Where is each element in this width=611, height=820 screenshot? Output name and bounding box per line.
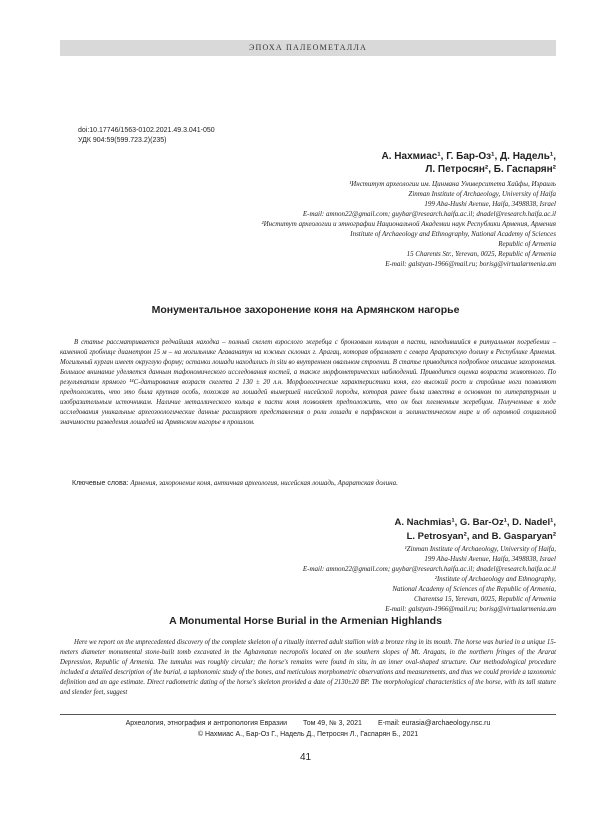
affil-ru-line: E-mail: amnon22@gmail.com; guybar@research.haifa.ac.il; dnadel@research.haifa.ac.il: [302, 210, 556, 218]
authors-ru-line2: Л. Петросян², Б. Гаспарян²: [425, 164, 556, 175]
journal-name: Археология, этнография и антропология Евразии: [125, 720, 288, 727]
authors-ru-line1: А. Нахмиас¹, Г. Бар-Оз¹, Д. Надель¹,: [381, 151, 556, 162]
keywords-text: Армения, захоронение коня, античная археология, нисейская лошадь, Араратская долина.: [130, 479, 398, 487]
affil-ru-line: Institute of Archaeology and Ethnography, National Academy of Sciences: [350, 230, 556, 238]
affil-en-line: ²Institute of Archaeology and Ethnography,: [434, 575, 556, 583]
authors-en: [394, 516, 556, 544]
affiliations-ru: [261, 179, 556, 269]
footer: [60, 718, 556, 740]
affil-en-line: 199 Aba-Hushi Avenue, Haifa, 3498838, Israel: [424, 555, 556, 563]
journal-volume-issue: [303, 718, 362, 729]
affil-en-line: National Academy of Sciences of the Republic of Armenia,: [392, 585, 556, 593]
journal-issue: № 3,: [329, 720, 345, 727]
affil-en-line: Charentsa 15, Yerevan, 0025, Republic of Armenia: [414, 595, 556, 603]
authors-ru: [382, 150, 556, 176]
journal-year: 2021: [346, 720, 362, 727]
affil-ru-line: ²Институт археологии и этнографии Национальной Академии наук Республики Армения, Армения: [261, 220, 556, 228]
affil-ru-line: ¹Институт археологии им. Цинмана Университета Хайфы, Израиль: [349, 180, 556, 188]
abstract-ru: В статье рассматривается редчайшая находка – полный скелет взрослого жеребца с бронзовым кольцом в пасти, находившийся в ритуальном погребении – каменной гробнице диаметром 15 м – на могильнике Агаванатун на южных склонах г. Арагац, которая обрамляет с севера Араратскую долину в Республике Армения. Могильный курган имеет округлую форму; останки лошади находились in situ во внутреннем овальном строении. В статье приводится подробное описание захоронения. Большое внимание уделяется данным тафономического исследования костей, а также морфометрических наблюдений. Приводится оценка возраста животного. По результатам прямого ¹⁴С-датирования возраст скелета 2 130 ± 20 л.н. Морфологические характеристики коня, его высокий рост и стройные ноги позволяют предположить, что это была крупная особь, похожая на лошадей вымершей нисейской породы, которая ранее была известна в основном по литературным и изобразительным источникам. Наличие металлического кольца в пасти коня позволяет предположить, что он был племенным жеребцом. Полученные в ходе исследования уникальные археозоологические данные расширяют представления о роли лошади в парфянском и эллинистическом мире и об огромной социальной значимости разведения лошадей на Армянском нагорье в прошлом.: [60, 339, 556, 426]
journal-volume: Том 49,: [303, 720, 328, 727]
section-header: [60, 40, 556, 56]
doi: doi:10.17746/1563-0102.2021.49.3.041-050: [78, 127, 215, 134]
authors-en-line2: L. Petrosyan², and B. Gasparyan²: [406, 531, 556, 542]
article-title-ru: Монументальное захоронение коня на Армянском нагорье: [151, 304, 460, 316]
page-number: 41: [299, 752, 312, 763]
affil-en-line: ¹Zinman Institute of Archaeology, University of Haifa,: [404, 545, 556, 553]
journal-email: E-mail: eurasia@archaeology.nsc.ru: [377, 720, 491, 727]
journal-info: [60, 718, 556, 729]
affil-ru-line: Zinman Institute of Archaeology, University of Haifa: [408, 190, 556, 198]
affil-ru-line: E-mail: galstyan-1966@mail.ru; borisg@virtualarmenia.am: [385, 260, 556, 268]
affil-ru-line: Republic of Armenia: [498, 240, 556, 248]
affil-ru-line: 199 Aba-Hushi Avenue, Haifa, 3498838, Israel: [424, 200, 556, 208]
footer-divider: [60, 714, 556, 715]
keywords-ru: [72, 479, 398, 487]
section-header-text: ЭПОХА ПАЛЕОМЕТАЛЛА: [249, 43, 367, 52]
keywords-label: Ключевые слова:: [72, 480, 129, 487]
affiliations-en: [303, 544, 556, 614]
affil-en-line: E-mail: amnon22@gmail.com; guybar@research.haifa.ac.il; dnadel@research.haifa.ac.il: [302, 565, 556, 573]
affil-en-line: E-mail: galstyan-1966@mail.ru; borisg@virtualarmenia.am: [385, 605, 556, 613]
affil-ru-line: 15 Charents Str., Yerevan, 0025, Republic of Armenia: [406, 250, 556, 258]
copyright: © Нахмиас А., Бар-Оз Г., Надель Д., Петросян Л., Гаспарян Б., 2021: [197, 731, 419, 738]
abstract-en: Here we report on the unprecedented discovery of the complete skeleton of a ritually interred adult stallion with a bronze ring in its mouth. The horse was buried in a unique 15-meters diameter monumental stone-built tomb excavated in the Aghavnatun necropolis located on the southern slopes of Mt. Aragats, in the northern fringes of the Ararat Depression, Republic of Armenia. The tumulus was roughly circular; the horse's remains were found in situ, in an inner oval-shaped structure. Our methodological procedure included a detailed description of the burial, a taphonomic study of the bones, and meticulous morphometric observations and measurements, and thus we could provide a taxonomic definition and an age estimate. Direct radiometric dating of the horse's skeleton provided a date of 2130±20 BP. The morphological characteristics of the horse, with its tall stature and slender feet, suggest: [60, 639, 556, 696]
authors-en-line1: A. Nachmias¹, G. Bar-Oz¹, D. Nadel¹,: [394, 517, 556, 528]
article-title-en: A Monumental Horse Burial in the Armenian Highlands: [169, 615, 442, 627]
udc: УДК 904:59(599.723.2)(235): [78, 137, 167, 144]
